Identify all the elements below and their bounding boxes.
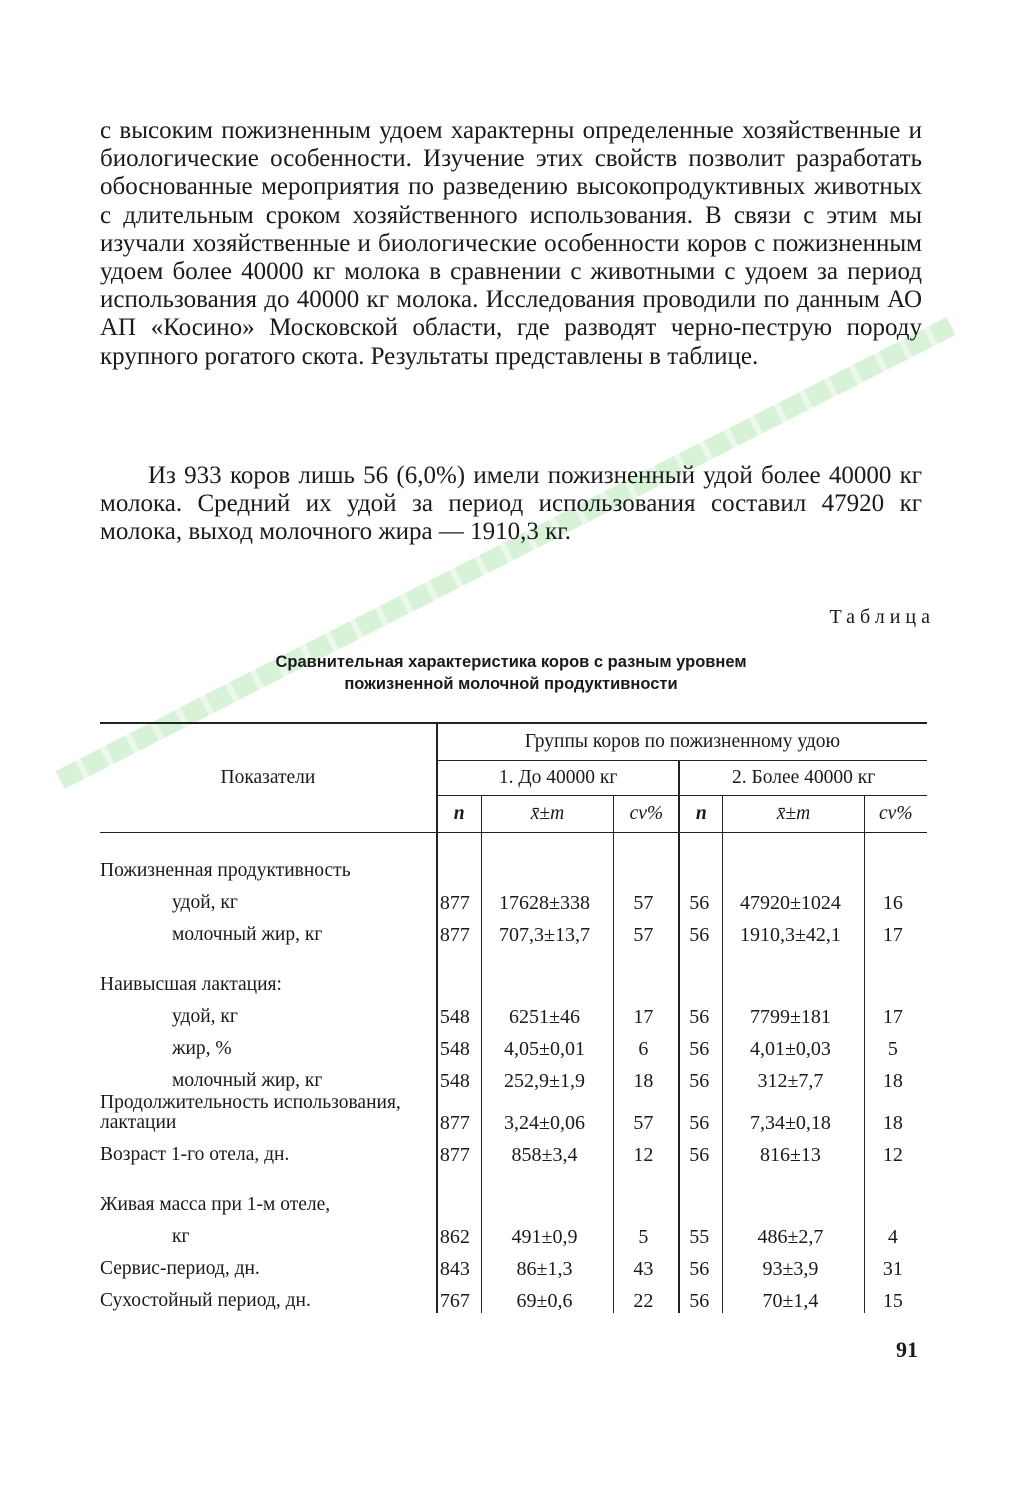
cell-cv-group-2 xyxy=(864,1167,927,1217)
header-n-1: n xyxy=(437,796,481,833)
cell-mean-group-1 xyxy=(481,833,614,884)
cell-cv-group-1 xyxy=(614,833,679,884)
cell-n-group-1 xyxy=(437,947,481,997)
table-row xyxy=(100,1135,927,1167)
cell-n-group-2: 56 xyxy=(679,883,722,915)
row-label: молочный жир, кг xyxy=(172,1070,323,1091)
row-label: Сервис-период, дн. xyxy=(100,1258,260,1279)
row-label: жир, % xyxy=(172,1038,232,1059)
cell-mean-group-2: 312±7,7 xyxy=(723,1061,864,1093)
cell-mean-group-1 xyxy=(481,1167,614,1217)
row-label: кг xyxy=(172,1226,190,1247)
header-cv-2: cv% xyxy=(864,796,927,833)
cell-mean-group-1: 4,05±0,01 xyxy=(481,1029,614,1061)
table-row xyxy=(100,1217,927,1249)
cell-n-group-2 xyxy=(679,1167,722,1217)
cell-n-group-1 xyxy=(437,833,481,884)
table-title-line-1: Сравнительная характеристика коров с разным уровнем xyxy=(275,653,747,671)
cell-cv-group-1: 22 xyxy=(614,1281,679,1313)
cell-cv-group-1: 17 xyxy=(614,997,679,1029)
cell-n-group-1: 843 xyxy=(437,1249,481,1281)
table-title xyxy=(100,651,922,695)
table-row xyxy=(100,1061,927,1093)
cell-mean-group-1: 252,9±1,9 xyxy=(481,1061,614,1093)
cell-mean-group-1: 69±0,6 xyxy=(481,1281,614,1313)
cell-n-group-2: 56 xyxy=(679,997,722,1029)
cell-mean-group-2: 4,01±0,03 xyxy=(723,1029,864,1061)
table-row xyxy=(100,883,927,915)
body-paragraph-1: с высоким пожизненным удоем характерны определенные хозяйственные и биологические особенности. Изучение этих свойств позволит разработать обоснованные мероприятия по разведению высокопродуктивных животных с длительным сроком хозяйственного использования. В связи с этим мы изучали хозяйственные и биологические особенности коров с пожизненным удоем более 40000 кг молока в сравнении с животными с удоем за период использования до 40000 кг молока. Исследования проводили по данным АО АП «Косино» Московской области, где разводят черно-пеструю породу крупного рогатого скота. Результаты представлены в таблице. xyxy=(100,117,922,370)
cell-mean-group-2: 816±13 xyxy=(723,1135,864,1167)
cell-cv-group-1: 6 xyxy=(614,1029,679,1061)
cell-n-group-1: 548 xyxy=(437,1061,481,1093)
cell-mean-group-2: 1910,3±42,1 xyxy=(723,915,864,947)
cell-cv-group-1 xyxy=(614,1167,679,1217)
cell-cv-group-1: 43 xyxy=(614,1249,679,1281)
cell-mean-group-1: 3,24±0,06 xyxy=(481,1093,614,1135)
cell-cv-group-2: 17 xyxy=(864,997,927,1029)
header-mean-2: x̄±m xyxy=(723,796,864,833)
header-group-1: 1. До 40000 кг xyxy=(437,761,679,796)
row-label: Наивысшая лактация: xyxy=(100,974,282,995)
cell-cv-group-2: 17 xyxy=(864,915,927,947)
cell-n-group-2: 56 xyxy=(679,1249,722,1281)
row-label: молочный жир, кг xyxy=(172,924,323,945)
table-row xyxy=(100,1093,927,1135)
cell-n-group-1 xyxy=(437,1167,481,1217)
cell-n-group-1: 877 xyxy=(437,1093,481,1135)
cell-n-group-1: 548 xyxy=(437,1029,481,1061)
cell-mean-group-2: 93±3,9 xyxy=(723,1249,864,1281)
cell-cv-group-2: 16 xyxy=(864,883,927,915)
cell-n-group-2 xyxy=(679,947,722,997)
table-row xyxy=(100,997,927,1029)
cell-mean-group-1: 491±0,9 xyxy=(481,1217,614,1249)
table-row xyxy=(100,1281,927,1313)
cell-mean-group-2 xyxy=(723,833,864,884)
cell-cv-group-2: 15 xyxy=(864,1281,927,1313)
cell-cv-group-2: 31 xyxy=(864,1249,927,1281)
cell-n-group-2: 56 xyxy=(679,1281,722,1313)
cell-mean-group-1: 6251±46 xyxy=(481,997,614,1029)
cell-n-group-1: 877 xyxy=(437,915,481,947)
row-label: Возраст 1-го отела, дн. xyxy=(100,1144,290,1165)
table-row xyxy=(100,1029,927,1061)
cell-cv-group-1: 57 xyxy=(614,915,679,947)
table-row xyxy=(100,833,927,884)
cell-n-group-2 xyxy=(679,833,722,884)
table-row xyxy=(100,1167,927,1217)
table-row xyxy=(100,1249,927,1281)
cell-cv-group-1: 57 xyxy=(614,883,679,915)
page-number: 91 xyxy=(896,1337,918,1362)
cell-mean-group-1 xyxy=(481,947,614,997)
cell-n-group-2: 56 xyxy=(679,1061,722,1093)
body-paragraph-2: Из 933 коров лишь 56 (6,0%) имели пожизненный удой более 40000 кг молока. Средний их удой за период использования составил 47920 кг молока, выход молочного жира — 1910,3 кг. xyxy=(100,462,922,546)
row-label: Живая масса при 1-м отеле, xyxy=(100,1194,331,1215)
cell-n-group-1: 877 xyxy=(437,883,481,915)
cell-mean-group-1: 858±3,4 xyxy=(481,1135,614,1167)
cell-cv-group-2: 12 xyxy=(864,1135,927,1167)
table-body xyxy=(100,833,927,1314)
watermark-stripe xyxy=(55,317,955,789)
cell-mean-group-1: 707,3±13,7 xyxy=(481,915,614,947)
header-group-2: 2. Более 40000 кг xyxy=(679,761,927,796)
row-label: Сухостойный период, дн. xyxy=(100,1290,311,1311)
cell-n-group-1: 548 xyxy=(437,997,481,1029)
cell-n-group-2: 56 xyxy=(679,1135,722,1167)
cell-cv-group-1 xyxy=(614,947,679,997)
cell-cv-group-2 xyxy=(864,833,927,884)
cell-mean-group-1: 17628±338 xyxy=(481,883,614,915)
cell-mean-group-2: 7799±181 xyxy=(723,997,864,1029)
cell-mean-group-2: 486±2,7 xyxy=(723,1217,864,1249)
cell-n-group-2: 56 xyxy=(679,1029,722,1061)
cell-n-group-1: 767 xyxy=(437,1281,481,1313)
table-row xyxy=(100,915,927,947)
table-row xyxy=(100,947,927,997)
comparison-table xyxy=(100,722,927,1313)
cell-cv-group-1: 57 xyxy=(614,1093,679,1135)
cell-mean-group-1: 86±1,3 xyxy=(481,1249,614,1281)
table-title-line-2: пожизненной молочной продуктивности xyxy=(344,675,678,693)
cell-n-group-2: 55 xyxy=(679,1217,722,1249)
cell-cv-group-2: 5 xyxy=(864,1029,927,1061)
cell-n-group-2: 56 xyxy=(679,915,722,947)
table-label: Таблица xyxy=(829,606,935,628)
cell-cv-group-2: 18 xyxy=(864,1093,927,1135)
cell-mean-group-2 xyxy=(723,1167,864,1217)
cell-mean-group-2: 70±1,4 xyxy=(723,1281,864,1313)
header-n-2: n xyxy=(679,796,722,833)
cell-n-group-1: 877 xyxy=(437,1135,481,1167)
cell-cv-group-1: 18 xyxy=(614,1061,679,1093)
row-label: Пожизненная продуктивность xyxy=(100,860,351,881)
cell-cv-group-2: 4 xyxy=(864,1217,927,1249)
cell-cv-group-2: 18 xyxy=(864,1061,927,1093)
header-groups: Группы коров по пожизненному удою xyxy=(437,723,927,761)
header-cv-1: cv% xyxy=(614,796,679,833)
header-metric: Показатели xyxy=(100,723,437,833)
cell-cv-group-2 xyxy=(864,947,927,997)
row-label: удой, кг xyxy=(172,1006,238,1027)
header-mean-1: x̄±m xyxy=(481,796,614,833)
cell-n-group-1: 862 xyxy=(437,1217,481,1249)
cell-n-group-2: 56 xyxy=(679,1093,722,1135)
row-label: Продолжительность использования, лактации xyxy=(100,1092,401,1133)
cell-cv-group-1: 5 xyxy=(614,1217,679,1249)
cell-mean-group-2 xyxy=(723,947,864,997)
cell-mean-group-2: 7,34±0,18 xyxy=(723,1093,864,1135)
cell-cv-group-1: 12 xyxy=(614,1135,679,1167)
cell-mean-group-2: 47920±1024 xyxy=(723,883,864,915)
row-label: удой, кг xyxy=(172,892,238,913)
